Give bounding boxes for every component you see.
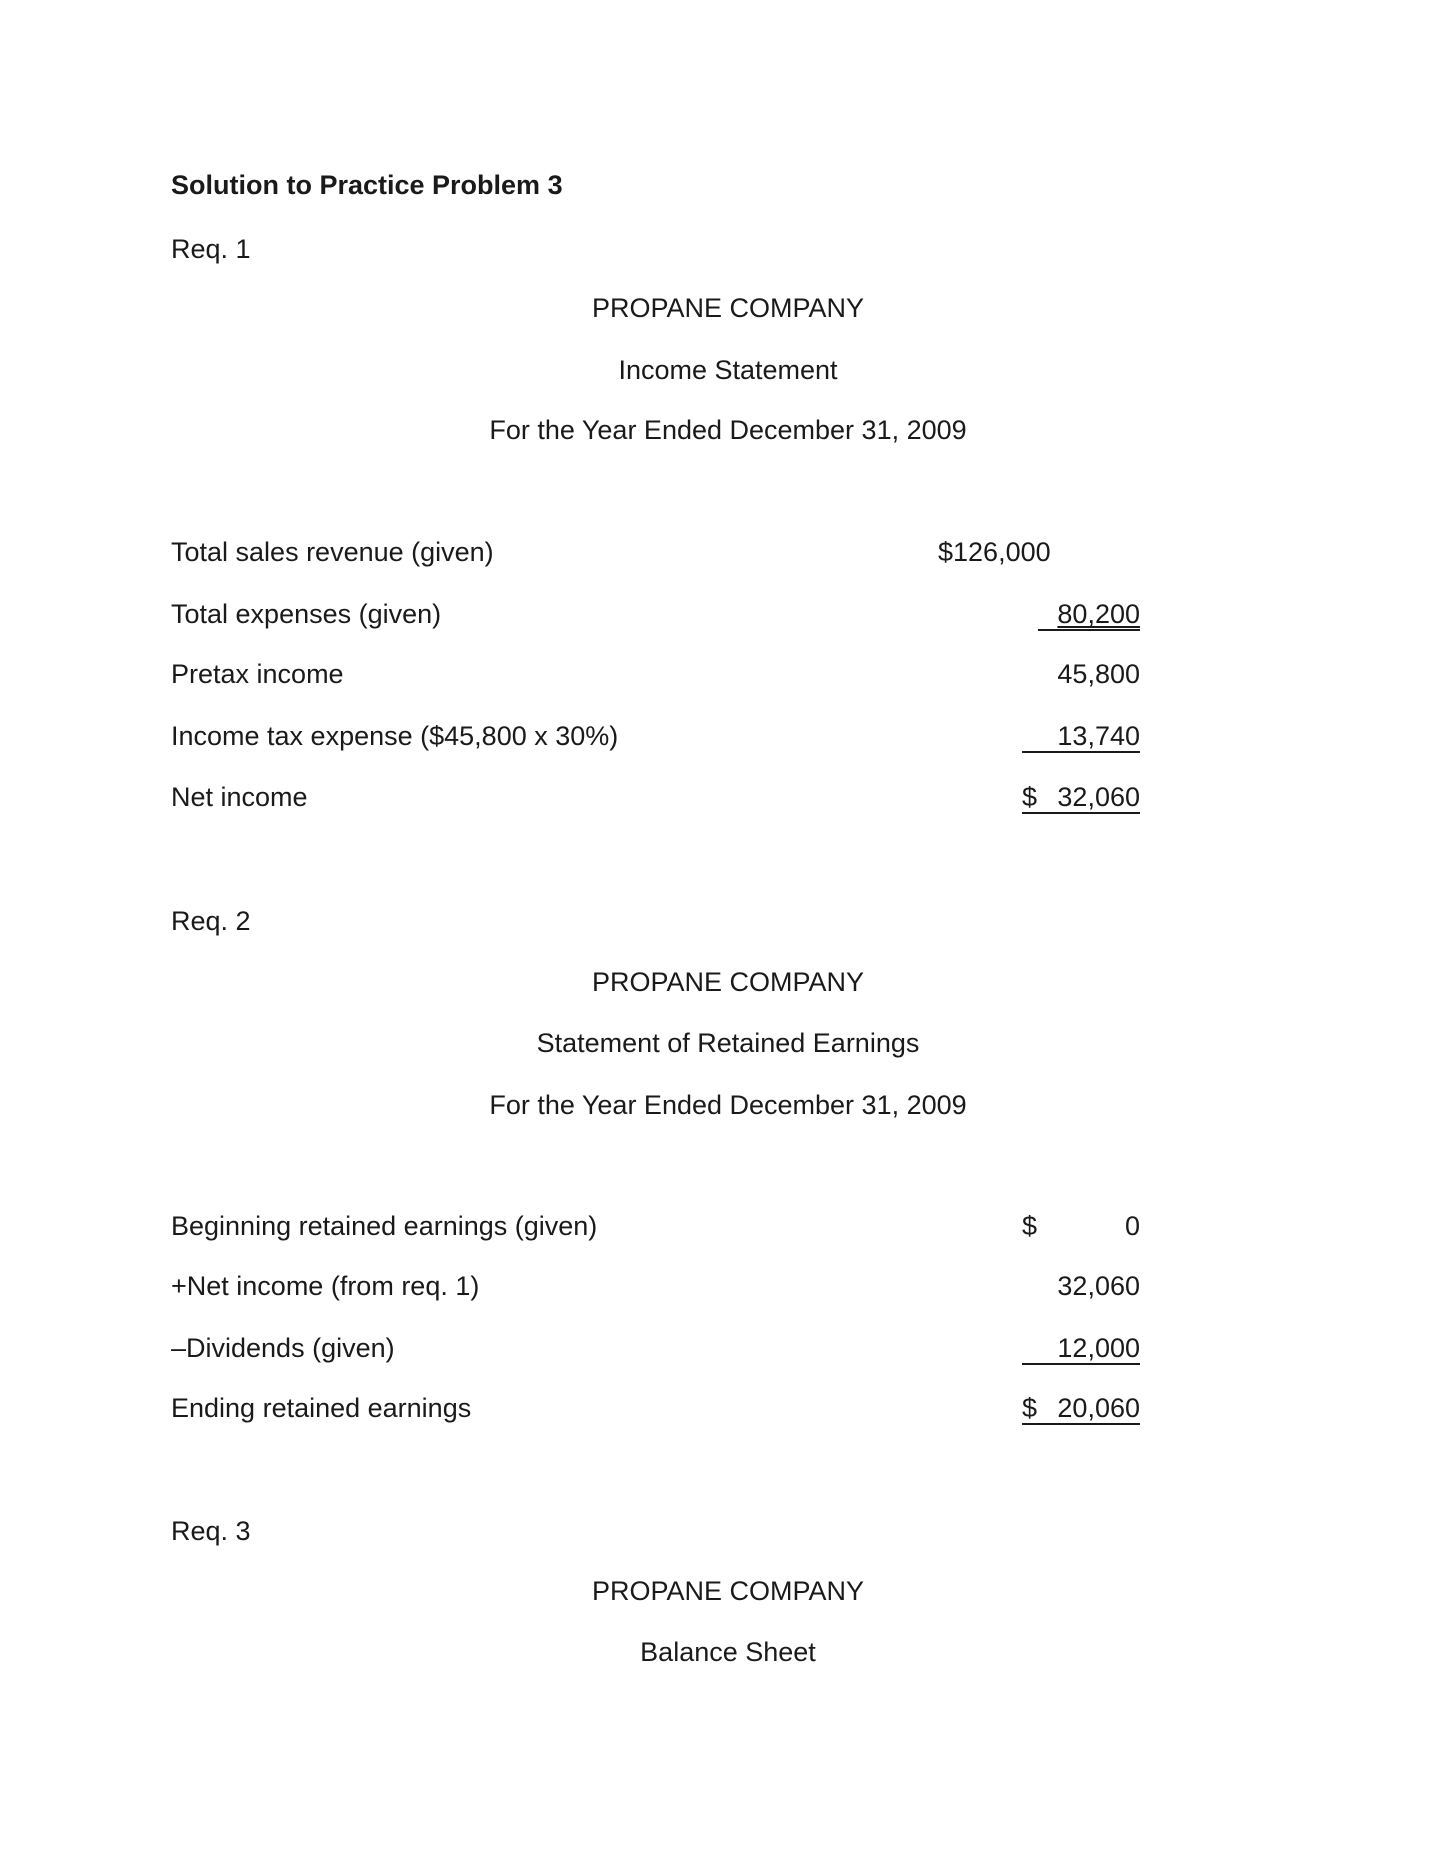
req1-label: Req. 1 bbox=[171, 234, 251, 264]
income-row-label: Total sales revenue (given) bbox=[171, 537, 494, 567]
income-row-label: Net income bbox=[171, 782, 308, 812]
subtotal-underline bbox=[1038, 629, 1140, 631]
subtotal-underline bbox=[1022, 1363, 1140, 1365]
req2-statement-title: Statement of Retained Earnings bbox=[536, 1028, 920, 1058]
req3-statement-title: Balance Sheet bbox=[640, 1637, 816, 1667]
re-row-amount: 32,060 bbox=[1057, 1271, 1140, 1301]
re-row-label: Ending retained earnings bbox=[171, 1393, 472, 1423]
re-row-amount: 0 bbox=[1124, 1211, 1140, 1241]
income-row-amount: 45,800 bbox=[1057, 659, 1140, 689]
income-row-amount bbox=[1057, 599, 1140, 630]
re-row-label: Beginning retained earnings (given) bbox=[171, 1211, 598, 1241]
total-underline bbox=[1022, 812, 1140, 814]
req3-company-name: PROPANE COMPANY bbox=[591, 1576, 865, 1606]
income-row-label: Pretax income bbox=[171, 659, 344, 689]
re-row-amount: 12,000 bbox=[1057, 1333, 1140, 1363]
income-row-currency: $ bbox=[1022, 782, 1038, 812]
income-row-label: Income tax expense ($45,800 x 30%) bbox=[171, 721, 619, 751]
req2-company-name: PROPANE COMPANY bbox=[591, 967, 865, 997]
subtotal-underline bbox=[1022, 751, 1140, 753]
req1-statement-title: Income Statement bbox=[618, 355, 838, 385]
document-title: Solution to Practice Problem 3 bbox=[171, 170, 563, 200]
income-row-amount-value: 80,200 bbox=[1057, 599, 1140, 629]
req2-label: Req. 2 bbox=[171, 906, 251, 936]
income-row-amount: 13,740 bbox=[1057, 721, 1140, 751]
req1-statement-period: For the Year Ended December 31, 2009 bbox=[489, 415, 967, 445]
income-row-amount: $126,000 bbox=[938, 537, 1051, 567]
income-row-label: Total expenses (given) bbox=[171, 599, 442, 629]
re-row-amount: 20,060 bbox=[1057, 1393, 1140, 1423]
req1-company-name: PROPANE COMPANY bbox=[591, 293, 865, 323]
re-row-label: +Net income (from req. 1) bbox=[171, 1271, 480, 1301]
income-row-amount: 32,060 bbox=[1057, 782, 1140, 812]
re-row-label: –Dividends (given) bbox=[171, 1333, 395, 1363]
total-underline bbox=[1022, 1423, 1140, 1425]
re-row-currency: $ bbox=[1022, 1211, 1038, 1241]
re-row-currency: $ bbox=[1022, 1393, 1038, 1423]
req2-statement-period: For the Year Ended December 31, 2009 bbox=[489, 1090, 967, 1120]
req3-label: Req. 3 bbox=[171, 1516, 251, 1546]
